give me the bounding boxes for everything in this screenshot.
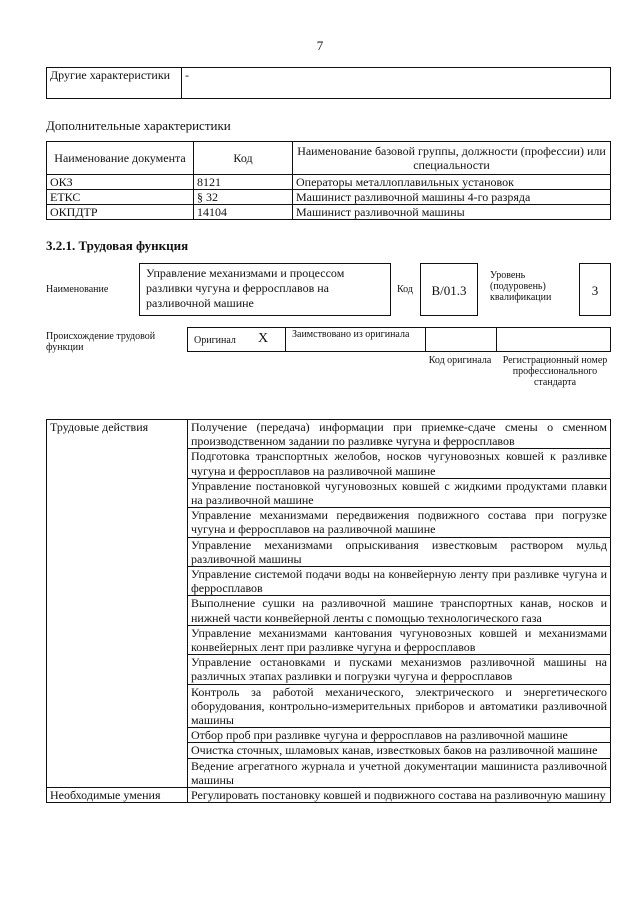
action-item: Ведение агрегатного журнала и учетной документации машиниста разливочной машины <box>188 758 611 787</box>
borrowed-label: Заимствовано из оригинала <box>292 329 410 340</box>
doc-cell: ЕТКС <box>47 190 194 205</box>
name-cell: Операторы металлоплавильных установок <box>293 175 611 190</box>
action-item: Управление остановками и пусками механизмов разливочной машины на различных этапах разливки и погрузки чугуна и ферросплавов <box>188 655 611 684</box>
skill-item: Регулировать постановку ковшей и подвижного состава на разливочную машину <box>188 788 611 803</box>
additional-characteristics-title: Дополнительные характеристики <box>46 118 231 133</box>
function-name-box: Управление механизмами и процессом разливки чугуна и ферросплавов на разливочной машине <box>139 263 391 316</box>
header-group-name: Наименование базовой группы, должности (профессии) или специальности <box>293 142 611 175</box>
other-characteristics-table <box>46 67 611 99</box>
table-row <box>47 68 611 99</box>
name-cell: Машинист разливочной машины <box>293 205 611 220</box>
name-label: Наименование <box>46 284 109 295</box>
additional-characteristics-table <box>46 141 611 220</box>
page-number: 7 <box>316 38 324 53</box>
actions-label: Трудовые действия <box>47 420 188 788</box>
action-item: Подготовка транспортных желобов, носков чугуновозных ковшей к разливке чугуна и ферросплавов на разливочной машине <box>188 449 611 478</box>
action-item: Очистка сточных, шламовых канав, известковых баков на разливочной машине <box>188 743 611 758</box>
table-row <box>47 190 611 205</box>
action-item: Управление механизмами передвижения подвижного состава при погрузке чугуна и ферросплавов на разливочной машине <box>188 508 611 537</box>
action-item: Получение (передача) информации при приемке-сдаче смены о сменном производственном задании по разливке чугуна и ферросплавов <box>188 420 611 449</box>
section-heading: 3.2.1. Трудовая функция <box>46 238 189 253</box>
doc-cell: ОКЗ <box>47 175 194 190</box>
code-cell: 8121 <box>194 175 293 190</box>
table-row <box>47 788 611 803</box>
header-code: Код <box>194 142 293 175</box>
labor-actions-table <box>46 419 611 803</box>
doc-cell: ОКПДТР <box>47 205 194 220</box>
divider <box>496 328 497 351</box>
action-item: Выполнение сушки на разливочной машине транспортных канав, носков и нижней части конвейерной ленты с помощью технологического газа <box>188 596 611 625</box>
registration-number-caption: Регистрационный номер профессионального стандарта <box>502 355 608 388</box>
table-header-row <box>47 142 611 175</box>
action-item: Отбор проб при разливке чугуна и ферросплавов на разливочной машине <box>188 728 611 743</box>
action-item: Управление постановкой чугуновозных ковшей с жидкими продуктами плавки на разливочной машине <box>188 478 611 507</box>
table-row <box>47 420 611 449</box>
code-original-caption: Код оригинала <box>428 355 492 366</box>
original-label: Оригинал <box>194 335 236 346</box>
code-label: Код <box>397 284 413 295</box>
action-item: Управление механизмами кантования чугуновозных ковшей и механизмами конвейерных лент при разливке чугуна и ферросплавов <box>188 625 611 654</box>
level-box: 3 <box>579 263 611 316</box>
skills-label: Необходимые умения <box>47 788 188 803</box>
origin-box <box>187 327 611 352</box>
code-box: B/01.3 <box>420 263 478 316</box>
name-cell: Машинист разливочной машины 4-го разряда <box>293 190 611 205</box>
other-characteristics-value: - <box>182 68 611 99</box>
code-cell: § 32 <box>194 190 293 205</box>
divider <box>285 328 286 351</box>
divider <box>425 328 426 351</box>
action-item: Контроль за работой механического, электрического и энергетического оборудования, контрольно-измерительных приборов и автоматики разливочной машины <box>188 684 611 728</box>
action-item: Управление системой подачи воды на конвейерную ленту при разливке чугуна и ферросплавов <box>188 567 611 596</box>
original-mark: X <box>258 331 269 346</box>
level-label: Уровень (подуровень) квалификации <box>490 270 552 303</box>
header-document-name: Наименование документа <box>47 142 194 175</box>
table-row <box>47 205 611 220</box>
origin-label: Происхождение трудовой функции <box>46 331 156 353</box>
other-characteristics-label: Другие характеристики <box>47 68 182 99</box>
code-cell: 14104 <box>194 205 293 220</box>
action-item: Управление механизмами опрыскивания известковым раствором мульд разливочной машины <box>188 537 611 566</box>
table-row <box>47 175 611 190</box>
